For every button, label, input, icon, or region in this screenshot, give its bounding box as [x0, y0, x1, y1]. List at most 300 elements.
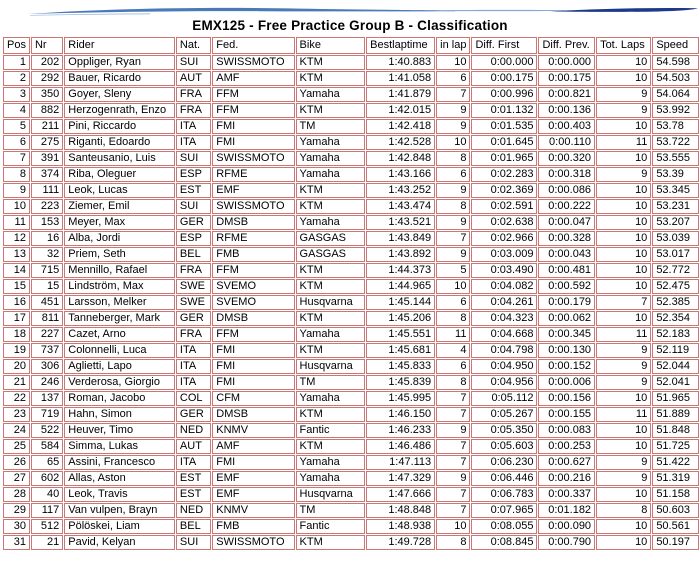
cell-diff-prev: 0:00.179 — [538, 295, 595, 310]
cell-nat: SUI — [176, 535, 211, 550]
cell-speed: 53.039 — [652, 231, 699, 246]
cell-pos: 31 — [3, 535, 30, 550]
cell-diff-first: 0:04.323 — [471, 311, 537, 326]
column-header-pos: Pos — [3, 37, 30, 54]
cell-fed: SWISSMOTO — [212, 535, 294, 550]
cell-diff-prev: 0:00.337 — [538, 487, 595, 502]
cell-pos: 5 — [3, 119, 30, 134]
cell-nr: 246 — [31, 375, 63, 390]
cell-in-lap: 9 — [436, 183, 470, 198]
cell-nr: 223 — [31, 199, 63, 214]
cell-tot-laps: 10 — [596, 535, 651, 550]
cell-pos: 4 — [3, 103, 30, 118]
cell-in-lap: 7 — [436, 391, 470, 406]
cell-speed: 51.725 — [652, 439, 699, 454]
cell-tot-laps: 9 — [596, 359, 651, 374]
cell-diff-first: 0:05.267 — [471, 407, 537, 422]
cell-bestlaptime: 1:44.373 — [366, 263, 435, 278]
cell-fed: RFME — [212, 231, 294, 246]
cell-pos: 14 — [3, 263, 30, 278]
cell-bike: Yamaha — [296, 215, 366, 230]
cell-nr: 21 — [31, 535, 63, 550]
cell-rider: Riganti, Edoardo — [64, 135, 175, 150]
table-row — [3, 295, 699, 310]
cell-nat: FRA — [176, 103, 211, 118]
cell-bestlaptime: 1:45.681 — [366, 343, 435, 358]
cell-nr: 584 — [31, 439, 63, 454]
cell-pos: 6 — [3, 135, 30, 150]
cell-bike: KTM — [296, 439, 366, 454]
cell-tot-laps: 9 — [596, 455, 651, 470]
cell-bike: Yamaha — [296, 167, 366, 182]
cell-bestlaptime: 1:42.418 — [366, 119, 435, 134]
cell-fed: FMI — [212, 135, 294, 150]
cell-bike: GASGAS — [296, 231, 366, 246]
cell-rider: Allas, Aston — [64, 471, 175, 486]
cell-pos: 22 — [3, 391, 30, 406]
cell-tot-laps: 10 — [596, 183, 651, 198]
table-row — [3, 439, 699, 454]
cell-diff-prev: 0:00.086 — [538, 183, 595, 198]
cell-diff-first: 0:02.283 — [471, 167, 537, 182]
cell-diff-prev: 0:00.136 — [538, 103, 595, 118]
cell-diff-prev: 0:00.156 — [538, 391, 595, 406]
cell-bestlaptime: 1:48.848 — [366, 503, 435, 518]
column-header-nr: Nr — [31, 37, 63, 54]
cell-speed: 51.848 — [652, 423, 699, 438]
table-row — [3, 535, 699, 550]
column-header-in-lap: in lap — [436, 37, 470, 54]
cell-tot-laps: 10 — [596, 215, 651, 230]
cell-bike: Yamaha — [296, 135, 366, 150]
cell-bestlaptime: 1:41.879 — [366, 87, 435, 102]
cell-in-lap: 11 — [436, 327, 470, 342]
cell-nr: 715 — [31, 263, 63, 278]
cell-in-lap: 9 — [436, 247, 470, 262]
cell-speed: 50.561 — [652, 519, 699, 534]
cell-bike: TM — [296, 503, 366, 518]
cell-bestlaptime: 1:43.849 — [366, 231, 435, 246]
cell-fed: FMI — [212, 359, 294, 374]
cell-tot-laps: 10 — [596, 311, 651, 326]
table-row — [3, 247, 699, 262]
cell-bestlaptime: 1:47.113 — [366, 455, 435, 470]
cell-bike: KTM — [296, 103, 366, 118]
cell-diff-first: 0:02.369 — [471, 183, 537, 198]
table-row — [3, 263, 699, 278]
cell-bestlaptime: 1:48.938 — [366, 519, 435, 534]
cell-nat: AUT — [176, 439, 211, 454]
cell-tot-laps: 10 — [596, 391, 651, 406]
cell-tot-laps: 11 — [596, 407, 651, 422]
column-header-nat: Nat. — [176, 37, 211, 54]
cell-rider: Lindström, Max — [64, 279, 175, 294]
cell-pos: 26 — [3, 455, 30, 470]
cell-nat: FRA — [176, 263, 211, 278]
cell-speed: 51.889 — [652, 407, 699, 422]
cell-tot-laps: 9 — [596, 343, 651, 358]
cell-speed: 52.354 — [652, 311, 699, 326]
cell-diff-first: 0:02.966 — [471, 231, 537, 246]
cell-tot-laps: 11 — [596, 327, 651, 342]
table-header — [3, 37, 699, 54]
table-row — [3, 279, 699, 294]
cell-nr: 306 — [31, 359, 63, 374]
cell-nat: AUT — [176, 71, 211, 86]
cell-nat: ITA — [176, 343, 211, 358]
table-row — [3, 311, 699, 326]
cell-diff-first: 0:02.591 — [471, 199, 537, 214]
table-row — [3, 87, 699, 102]
cell-tot-laps: 10 — [596, 55, 651, 70]
cell-nr: 137 — [31, 391, 63, 406]
cell-bestlaptime: 1:42.848 — [366, 151, 435, 166]
cell-nr: 350 — [31, 87, 63, 102]
cell-rider: Heuver, Timo — [64, 423, 175, 438]
cell-diff-prev: 0:00.090 — [538, 519, 595, 534]
cell-nat: SUI — [176, 55, 211, 70]
cell-bestlaptime: 1:45.144 — [366, 295, 435, 310]
cell-nr: 719 — [31, 407, 63, 422]
cell-diff-prev: 0:00.155 — [538, 407, 595, 422]
cell-diff-first: 0:05.112 — [471, 391, 537, 406]
cell-pos: 23 — [3, 407, 30, 422]
cell-nr: 275 — [31, 135, 63, 150]
cell-bike: KTM — [296, 183, 366, 198]
cell-rider: Larsson, Melker — [64, 295, 175, 310]
cell-nr: 211 — [31, 119, 63, 134]
cell-in-lap: 8 — [436, 375, 470, 390]
cell-tot-laps: 9 — [596, 103, 651, 118]
cell-diff-first: 0:05.603 — [471, 439, 537, 454]
cell-fed: SVEMO — [212, 295, 294, 310]
cell-bike: Yamaha — [296, 455, 366, 470]
cell-speed: 53.017 — [652, 247, 699, 262]
cell-bike: KTM — [296, 407, 366, 422]
cell-rider: Roman, Jacobo — [64, 391, 175, 406]
cell-fed: SWISSMOTO — [212, 199, 294, 214]
cell-tot-laps: 10 — [596, 199, 651, 214]
cell-speed: 53.722 — [652, 135, 699, 150]
cell-bestlaptime: 1:40.883 — [366, 55, 435, 70]
cell-diff-first: 0:04.798 — [471, 343, 537, 358]
cell-fed: FMI — [212, 119, 294, 134]
cell-rider: Hahn, Simon — [64, 407, 175, 422]
table-row — [3, 199, 699, 214]
cell-diff-first: 0:02.638 — [471, 215, 537, 230]
cell-diff-first: 0:04.956 — [471, 375, 537, 390]
cell-tot-laps: 10 — [596, 151, 651, 166]
cell-diff-prev: 0:00.821 — [538, 87, 595, 102]
cell-rider: Oppliger, Ryan — [64, 55, 175, 70]
cell-speed: 52.183 — [652, 327, 699, 342]
cell-bike: Yamaha — [296, 87, 366, 102]
cell-pos: 24 — [3, 423, 30, 438]
cell-nr: 16 — [31, 231, 63, 246]
cell-bike: KTM — [296, 263, 366, 278]
cell-bestlaptime: 1:46.486 — [366, 439, 435, 454]
cell-fed: DMSB — [212, 407, 294, 422]
cell-rider: Van vulpen, Brayn — [64, 503, 175, 518]
table-row — [3, 455, 699, 470]
table-row — [3, 519, 699, 534]
cell-tot-laps: 10 — [596, 231, 651, 246]
cell-nat: COL — [176, 391, 211, 406]
cell-fed: EMF — [212, 183, 294, 198]
cell-in-lap: 8 — [436, 151, 470, 166]
cell-bestlaptime: 1:43.252 — [366, 183, 435, 198]
cell-bike: Yamaha — [296, 471, 366, 486]
table-row — [3, 55, 699, 70]
cell-nr: 65 — [31, 455, 63, 470]
cell-nr: 522 — [31, 423, 63, 438]
table-row — [3, 327, 699, 342]
cell-pos: 17 — [3, 311, 30, 326]
cell-pos: 30 — [3, 519, 30, 534]
cell-rider: Meyer, Max — [64, 215, 175, 230]
cell-bike: KTM — [296, 71, 366, 86]
table-row — [3, 487, 699, 502]
cell-pos: 21 — [3, 375, 30, 390]
cell-diff-prev: 0:00.216 — [538, 471, 595, 486]
cell-nr: 15 — [31, 279, 63, 294]
cell-nat: GER — [176, 215, 211, 230]
cell-bike: Yamaha — [296, 391, 366, 406]
cell-diff-prev: 0:00.318 — [538, 167, 595, 182]
cell-bestlaptime: 1:45.206 — [366, 311, 435, 326]
table-row — [3, 183, 699, 198]
cell-rider: Colonnelli, Luca — [64, 343, 175, 358]
cell-nr: 32 — [31, 247, 63, 262]
cell-diff-first: 0:06.230 — [471, 455, 537, 470]
cell-diff-first: 0:00.175 — [471, 71, 537, 86]
cell-nr: 451 — [31, 295, 63, 310]
cell-in-lap: 10 — [436, 279, 470, 294]
cell-rider: Bauer, Ricardo — [64, 71, 175, 86]
cell-rider: Pavid, Kelyan — [64, 535, 175, 550]
cell-nat: ITA — [176, 135, 211, 150]
cell-rider: Riba, Oleguer — [64, 167, 175, 182]
column-header-diff-prev: Diff. Prev. — [538, 37, 595, 54]
page-title: EMX125 - Free Practice Group B - Classification — [192, 18, 508, 33]
cell-pos: 1 — [3, 55, 30, 70]
cell-pos: 28 — [3, 487, 30, 502]
cell-pos: 18 — [3, 327, 30, 342]
cell-bike: Fantic — [296, 519, 366, 534]
cell-nat: EST — [176, 471, 211, 486]
cell-rider: Ziemer, Emil — [64, 199, 175, 214]
cell-diff-prev: 0:00.006 — [538, 375, 595, 390]
cell-diff-prev: 0:00.627 — [538, 455, 595, 470]
cell-pos: 29 — [3, 503, 30, 518]
cell-fed: FMI — [212, 375, 294, 390]
cell-pos: 25 — [3, 439, 30, 454]
cell-nr: 227 — [31, 327, 63, 342]
cell-speed: 52.041 — [652, 375, 699, 390]
cell-tot-laps: 11 — [596, 135, 651, 150]
cell-speed: 52.044 — [652, 359, 699, 374]
cell-bestlaptime: 1:47.666 — [366, 487, 435, 502]
cell-rider: Priem, Seth — [64, 247, 175, 262]
cell-speed: 53.231 — [652, 199, 699, 214]
cell-nat: EST — [176, 487, 211, 502]
cell-nr: 40 — [31, 487, 63, 502]
cell-nat: FRA — [176, 327, 211, 342]
cell-bike: Yamaha — [296, 151, 366, 166]
cell-in-lap: 10 — [436, 135, 470, 150]
cell-fed: FFM — [212, 263, 294, 278]
cell-bestlaptime: 1:47.329 — [366, 471, 435, 486]
cell-tot-laps: 9 — [596, 87, 651, 102]
cell-in-lap: 5 — [436, 263, 470, 278]
cell-rider: Mennillo, Rafael — [64, 263, 175, 278]
cell-nat: ITA — [176, 455, 211, 470]
cell-speed: 53.345 — [652, 183, 699, 198]
cell-in-lap: 8 — [436, 199, 470, 214]
column-header-fed: Fed. — [212, 37, 294, 54]
cell-diff-first: 0:00.000 — [471, 55, 537, 70]
cell-fed: AMF — [212, 71, 294, 86]
cell-diff-prev: 0:00.481 — [538, 263, 595, 278]
cell-diff-prev: 0:00.222 — [538, 199, 595, 214]
cell-bike: Husqvarna — [296, 359, 366, 374]
cell-in-lap: 6 — [436, 167, 470, 182]
cell-tot-laps: 10 — [596, 519, 651, 534]
cell-bike: KTM — [296, 535, 366, 550]
cell-bestlaptime: 1:45.839 — [366, 375, 435, 390]
cell-fed: FFM — [212, 87, 294, 102]
header-row — [3, 37, 699, 54]
cell-nat: NED — [176, 423, 211, 438]
cell-bike: Yamaha — [296, 327, 366, 342]
cell-in-lap: 9 — [436, 471, 470, 486]
cell-nat: BEL — [176, 519, 211, 534]
cell-diff-prev: 0:00.152 — [538, 359, 595, 374]
cell-rider: Leok, Lucas — [64, 183, 175, 198]
table-row — [3, 135, 699, 150]
cell-diff-first: 0:03.009 — [471, 247, 537, 262]
cell-speed: 54.503 — [652, 71, 699, 86]
cell-nat: SWE — [176, 279, 211, 294]
cell-bike: TM — [296, 375, 366, 390]
cell-nr: 374 — [31, 167, 63, 182]
cell-diff-first: 0:01.132 — [471, 103, 537, 118]
cell-diff-first: 0:08.845 — [471, 535, 537, 550]
cell-speed: 53.555 — [652, 151, 699, 166]
cell-speed: 50.197 — [652, 535, 699, 550]
cell-diff-first: 0:01.535 — [471, 119, 537, 134]
cell-in-lap: 7 — [436, 231, 470, 246]
cell-pos: 19 — [3, 343, 30, 358]
cell-tot-laps: 7 — [596, 295, 651, 310]
cell-nr: 882 — [31, 103, 63, 118]
cell-nat: FRA — [176, 87, 211, 102]
table-row — [3, 167, 699, 182]
cell-nat: ITA — [176, 359, 211, 374]
cell-pos: 15 — [3, 279, 30, 294]
cell-diff-prev: 0:00.320 — [538, 151, 595, 166]
cell-speed: 51.158 — [652, 487, 699, 502]
cell-diff-prev: 0:00.253 — [538, 439, 595, 454]
classification-table — [2, 36, 700, 551]
cell-diff-first: 0:07.965 — [471, 503, 537, 518]
cell-rider: Alba, Jordi — [64, 231, 175, 246]
cell-in-lap: 9 — [436, 119, 470, 134]
table-row — [3, 375, 699, 390]
table-row — [3, 215, 699, 230]
column-header-bestlaptime: Bestlaptime — [366, 37, 435, 54]
cell-bestlaptime: 1:43.892 — [366, 247, 435, 262]
cell-fed: FMI — [212, 455, 294, 470]
cell-pos: 20 — [3, 359, 30, 374]
cell-fed: FFM — [212, 103, 294, 118]
cell-bestlaptime: 1:42.015 — [366, 103, 435, 118]
cell-in-lap: 7 — [436, 87, 470, 102]
cell-diff-prev: 0:00.130 — [538, 343, 595, 358]
cell-rider: Aglietti, Lapo — [64, 359, 175, 374]
cell-diff-first: 0:04.950 — [471, 359, 537, 374]
cell-diff-prev: 0:00.175 — [538, 71, 595, 86]
cell-bike: KTM — [296, 311, 366, 326]
cell-pos: 8 — [3, 167, 30, 182]
cell-nr: 811 — [31, 311, 63, 326]
cell-diff-first: 0:04.261 — [471, 295, 537, 310]
cell-diff-prev: 0:00.083 — [538, 423, 595, 438]
cell-bike: GASGAS — [296, 247, 366, 262]
column-header-tot-laps: Tot. Laps — [596, 37, 651, 54]
cell-pos: 9 — [3, 183, 30, 198]
cell-speed: 53.992 — [652, 103, 699, 118]
table-row — [3, 71, 699, 86]
cell-bike: Fantic — [296, 423, 366, 438]
cell-bike: TM — [296, 119, 366, 134]
cell-tot-laps: 10 — [596, 263, 651, 278]
cell-pos: 10 — [3, 199, 30, 214]
cell-nat: SUI — [176, 199, 211, 214]
cell-nat: SWE — [176, 295, 211, 310]
cell-nr: 512 — [31, 519, 63, 534]
cell-rider: Leok, Travis — [64, 487, 175, 502]
cell-diff-prev: 0:00.062 — [538, 311, 595, 326]
cell-in-lap: 10 — [436, 55, 470, 70]
cell-diff-prev: 0:00.592 — [538, 279, 595, 294]
cell-tot-laps: 8 — [596, 503, 651, 518]
cell-diff-first: 0:05.350 — [471, 423, 537, 438]
table-row — [3, 231, 699, 246]
cell-tot-laps: 10 — [596, 487, 651, 502]
cell-diff-first: 0:06.446 — [471, 471, 537, 486]
cell-nr: 602 — [31, 471, 63, 486]
cell-diff-prev: 0:00.403 — [538, 119, 595, 134]
cell-speed: 52.119 — [652, 343, 699, 358]
cell-diff-first: 0:03.490 — [471, 263, 537, 278]
cell-nat: ESP — [176, 167, 211, 182]
cell-diff-first: 0:01.645 — [471, 135, 537, 150]
table-body — [3, 55, 699, 550]
column-header-diff-first: Diff. First — [471, 37, 537, 54]
cell-nat: GER — [176, 311, 211, 326]
cell-tot-laps: 9 — [596, 167, 651, 182]
cell-fed: SWISSMOTO — [212, 151, 294, 166]
cell-rider: Santeusanio, Luis — [64, 151, 175, 166]
column-header-rider: Rider — [64, 37, 175, 54]
cell-bestlaptime: 1:45.551 — [366, 327, 435, 342]
cell-in-lap: 7 — [436, 407, 470, 422]
cell-nr: 737 — [31, 343, 63, 358]
cell-bike: KTM — [296, 199, 366, 214]
cell-bestlaptime: 1:45.995 — [366, 391, 435, 406]
cell-rider: Assini, Francesco — [64, 455, 175, 470]
